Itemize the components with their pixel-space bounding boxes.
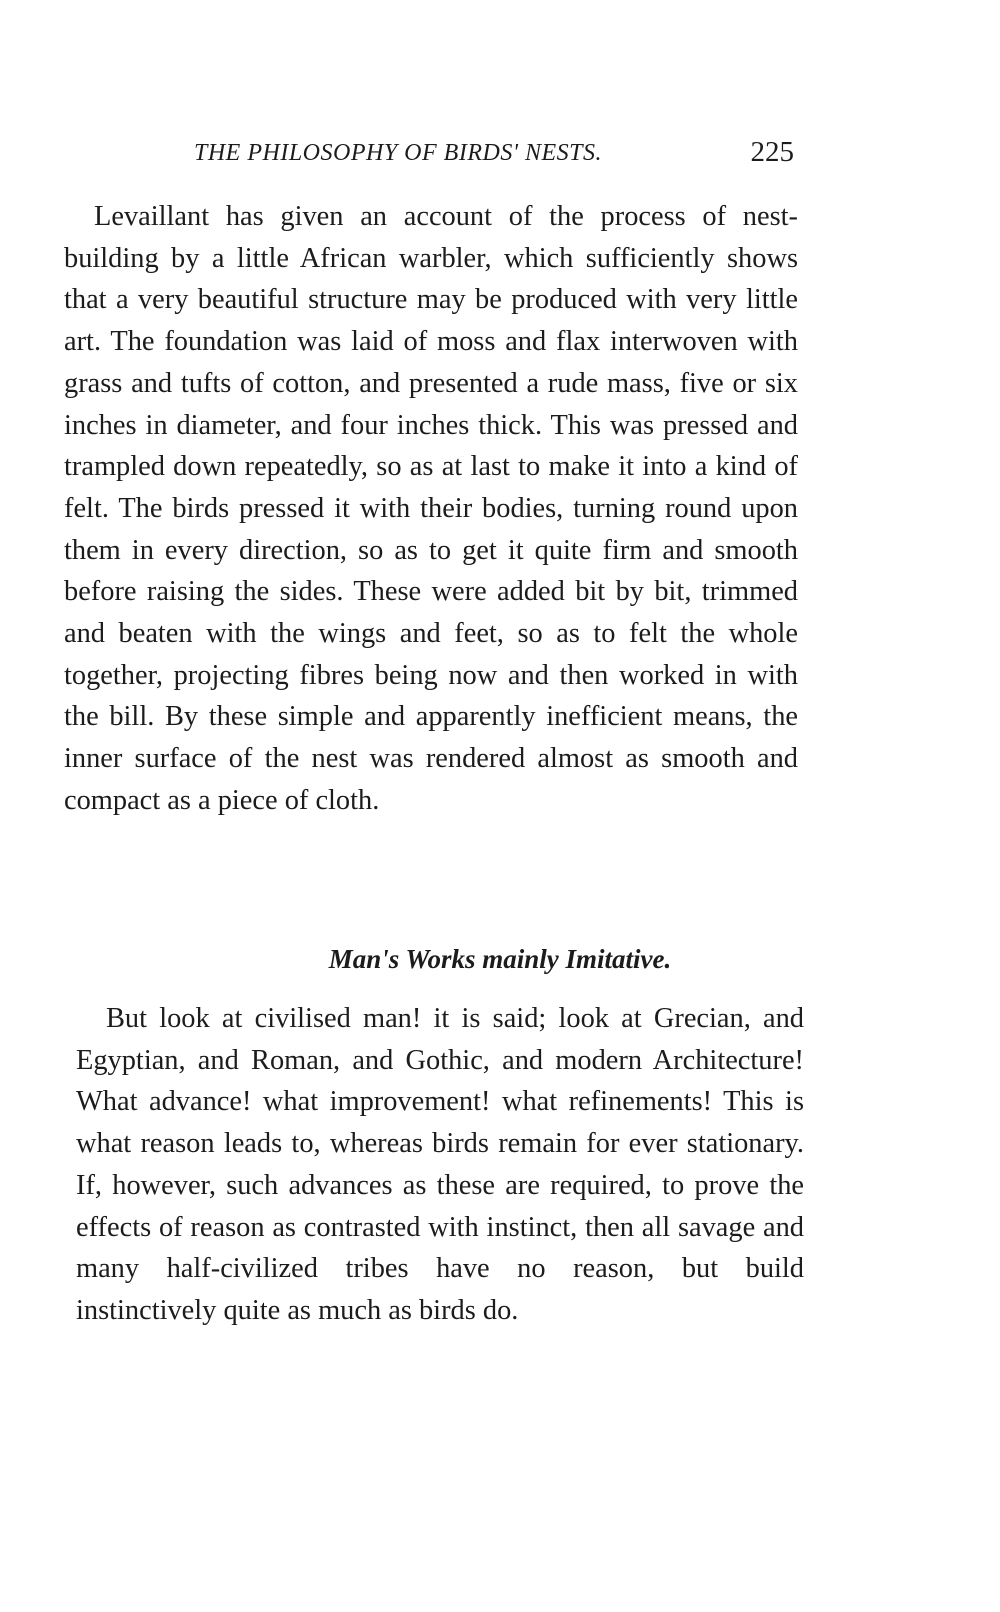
paragraph-levaillant: Levaillant has given an account of the process of nest-building by a little African warbler, which sufficiently shows that a very beautiful structure may be produced with very little art. The foundation was laid of moss and flax interwoven with grass and tufts of cotton, and presented a rude mass, five or six inches in diameter, and four inches thick. This was pressed and trampled down repeatedly, so as at last to make it into a kind of felt. The birds pressed it with their bodies, turning round upon them in every direction, so as to get it quite firm and smooth before raising the sides. These were added bit by bit, trimmed and beaten with the wings and feet, so as to felt the whole together, projecting fibres being now and then worked in with the bill. By these simple and apparently inefficient means, the inner surface of the nest was rendered almost as smooth and compact as a piece of cloth. bbox=[64, 201, 798, 816]
page-number: 225 bbox=[750, 136, 794, 168]
paragraph-civilised-man: But look at civilised man! it is said; look at Grecian, and Egyptian, and Roman, and Gothic, and modern Architecture! What advance! what improvement! what refinements! This is what reason leads to, whereas birds remain for ever stationary. If, however, such advances as these are required, to prove the effects of reason as contrasted with instinct, then all savage and many half-civilized tribes have no reason, but build instinctively quite as much as birds do. bbox=[76, 1003, 804, 1326]
running-head bbox=[64, 136, 794, 180]
running-title: THE PHILOSOPHY OF BIRDS' NESTS. bbox=[194, 140, 602, 166]
section-heading: Man's Works mainly Imitative. bbox=[328, 944, 672, 974]
